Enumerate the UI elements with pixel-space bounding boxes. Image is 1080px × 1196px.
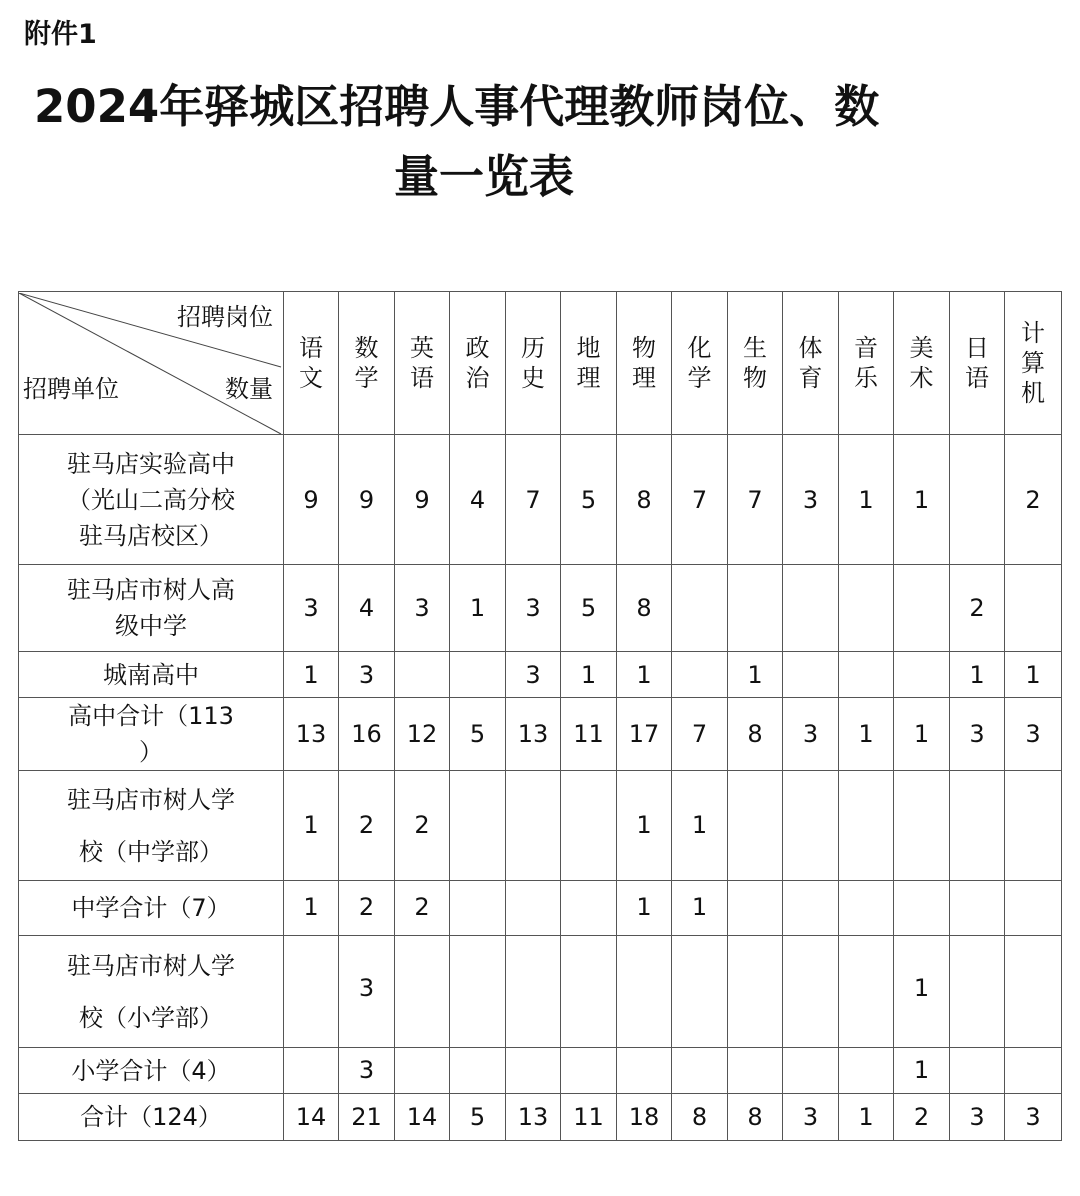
subject-header-char: 理 [632, 364, 656, 392]
subject-header-char: 生 [743, 334, 767, 362]
quantity-cell: 1 [561, 652, 617, 698]
quantity-cell [450, 1048, 506, 1094]
quantity-cell [1005, 881, 1062, 936]
quantity-cell: 2 [950, 565, 1005, 652]
page-title-line2: 量一览表 [394, 150, 575, 203]
quantity-cell [839, 1048, 894, 1094]
quantity-cell [894, 771, 950, 881]
unit-cell [19, 565, 284, 652]
quantity-cell [1005, 565, 1062, 652]
quantity-cell: 16 [339, 698, 395, 771]
quantity-cell: 3 [1005, 1094, 1062, 1141]
quantity-cell: 8 [617, 435, 672, 565]
quantity-cell [839, 771, 894, 881]
subject-header-char: 计 [1021, 319, 1045, 347]
subject-header-char: 学 [354, 364, 379, 392]
quantity-cell: 1 [617, 881, 672, 936]
quantity-cell: 9 [395, 435, 450, 565]
quantity-cell [728, 565, 783, 652]
quantity-cell [1005, 1048, 1062, 1094]
quantity-cell: 14 [395, 1094, 450, 1141]
quantity-cell [950, 435, 1005, 565]
quantity-cell: 3 [783, 698, 839, 771]
unit-cell [19, 881, 284, 936]
quantity-cell: 3 [783, 435, 839, 565]
quantity-cell [561, 881, 617, 936]
quantity-cell [672, 936, 728, 1048]
unit-name-line: 中学合计（7） [71, 894, 231, 922]
corner-quantity-label: 数量 [225, 374, 273, 403]
quantity-cell [450, 881, 506, 936]
quantity-cell: 1 [894, 1048, 950, 1094]
quantity-cell [894, 881, 950, 936]
subject-header-char: 育 [798, 364, 823, 392]
table-row [19, 936, 1062, 1048]
quantity-cell: 1 [1005, 652, 1062, 698]
quantity-cell [561, 936, 617, 1048]
subject-header-char: 物 [743, 364, 767, 392]
quantity-cell [894, 565, 950, 652]
subject-header-char: 英 [410, 334, 434, 362]
quantity-cell: 1 [617, 652, 672, 698]
subject-header-char: 美 [909, 334, 934, 362]
unit-name-line: 高中合计（113 [68, 702, 234, 730]
quantity-cell [672, 1048, 728, 1094]
quantity-cell [450, 652, 506, 698]
quantity-cell [1005, 771, 1062, 881]
quantity-cell: 1 [894, 435, 950, 565]
quantity-cell [284, 1048, 339, 1094]
quantity-cell: 3 [339, 652, 395, 698]
subject-header-char: 政 [465, 334, 490, 362]
subject-header-char: 语 [299, 334, 323, 362]
unit-name-line: 驻马店市树人学 [67, 785, 235, 814]
quantity-cell: 1 [839, 698, 894, 771]
quantity-cell: 3 [950, 698, 1005, 771]
quantity-cell: 8 [672, 1094, 728, 1141]
quantity-cell [561, 1048, 617, 1094]
quantity-cell [672, 565, 728, 652]
quantity-cell [506, 1048, 561, 1094]
table-row [19, 698, 1062, 771]
quantity-cell: 3 [950, 1094, 1005, 1141]
quantity-cell: 5 [450, 698, 506, 771]
unit-cell [19, 435, 284, 565]
unit-cell [19, 698, 284, 771]
subject-header-char: 算 [1021, 349, 1045, 377]
table-row [19, 1094, 1062, 1141]
subject-header [284, 292, 339, 435]
table-row [19, 435, 1062, 565]
quantity-cell: 3 [395, 565, 450, 652]
quantity-cell: 7 [506, 435, 561, 565]
unit-cell [19, 1048, 284, 1094]
corner-position-label: 招聘岗位 [177, 302, 273, 331]
subject-header-char: 物 [632, 334, 656, 362]
quantity-cell [839, 652, 894, 698]
subject-header-char: 日 [965, 334, 989, 362]
quantity-cell: 1 [728, 652, 783, 698]
unit-cell [19, 771, 284, 881]
subject-header-char: 地 [576, 334, 601, 362]
unit-cell [19, 1094, 284, 1141]
quantity-cell: 7 [672, 435, 728, 565]
quantity-cell: 18 [617, 1094, 672, 1141]
subject-header-char: 乐 [854, 364, 878, 392]
quantity-cell [450, 936, 506, 1048]
subject-header-char: 文 [299, 364, 323, 392]
quantity-cell: 1 [284, 881, 339, 936]
quantity-cell: 2 [395, 881, 450, 936]
quantity-cell: 3 [339, 936, 395, 1048]
subject-header [561, 292, 617, 435]
quantity-cell: 1 [450, 565, 506, 652]
subject-header-char: 音 [854, 334, 878, 362]
quantity-cell: 9 [339, 435, 395, 565]
unit-name-line: 级中学 [115, 612, 187, 640]
quantity-cell [783, 936, 839, 1048]
unit-name-line: 驻马店实验高中 [67, 449, 235, 478]
quantity-cell: 8 [617, 565, 672, 652]
quantity-cell: 1 [284, 771, 339, 881]
recruitment-table [18, 291, 1062, 1141]
quantity-cell: 4 [339, 565, 395, 652]
quantity-cell: 12 [395, 698, 450, 771]
unit-name-line: 驻马店校区） [79, 521, 223, 550]
quantity-cell: 7 [672, 698, 728, 771]
subject-header [450, 292, 506, 435]
quantity-cell: 1 [672, 881, 728, 936]
quantity-cell [728, 771, 783, 881]
subject-header-char: 数 [354, 334, 379, 362]
subject-header [1005, 292, 1062, 435]
quantity-cell: 21 [339, 1094, 395, 1141]
quantity-cell: 7 [728, 435, 783, 565]
quantity-cell: 2 [339, 771, 395, 881]
table-row [19, 652, 1062, 698]
unit-name-line: 城南高中 [103, 660, 199, 689]
quantity-cell: 11 [561, 698, 617, 771]
quantity-cell [617, 936, 672, 1048]
page-title: 2024年驿城区招聘人事代理教师岗位、数 [34, 80, 880, 133]
quantity-cell: 3 [506, 652, 561, 698]
quantity-cell: 1 [839, 435, 894, 565]
quantity-cell: 1 [284, 652, 339, 698]
quantity-cell [728, 1048, 783, 1094]
quantity-cell [783, 771, 839, 881]
unit-name-line: 校（中学部） [79, 837, 223, 866]
quantity-cell: 8 [728, 698, 783, 771]
header-row [19, 292, 1062, 435]
subject-header [339, 292, 395, 435]
quantity-cell: 13 [506, 1094, 561, 1141]
quantity-cell: 13 [284, 698, 339, 771]
quantity-cell: 17 [617, 698, 672, 771]
quantity-cell: 1 [617, 771, 672, 881]
quantity-cell [783, 565, 839, 652]
quantity-cell [839, 565, 894, 652]
quantity-cell [950, 881, 1005, 936]
quantity-cell [839, 936, 894, 1048]
corner-cell [19, 292, 284, 435]
unit-name-line: 合计（124） [80, 1103, 222, 1131]
quantity-cell: 1 [950, 652, 1005, 698]
quantity-cell: 3 [783, 1094, 839, 1141]
table-row [19, 565, 1062, 652]
subject-header [672, 292, 728, 435]
quantity-cell: 9 [284, 435, 339, 565]
quantity-cell: 3 [506, 565, 561, 652]
unit-cell [19, 652, 284, 698]
quantity-cell [506, 881, 561, 936]
quantity-cell: 14 [284, 1094, 339, 1141]
table-row [19, 771, 1062, 881]
unit-name-line: 小学合计（4） [71, 1056, 231, 1085]
quantity-cell: 1 [672, 771, 728, 881]
unit-cell [19, 936, 284, 1048]
subject-header [894, 292, 950, 435]
table-row [19, 881, 1062, 936]
quantity-cell: 5 [450, 1094, 506, 1141]
quantity-cell [839, 881, 894, 936]
quantity-cell [1005, 936, 1062, 1048]
quantity-cell [284, 936, 339, 1048]
unit-name-line: 驻马店市树人高 [67, 576, 235, 604]
quantity-cell [395, 652, 450, 698]
quantity-cell: 2 [1005, 435, 1062, 565]
subject-header-char: 理 [576, 364, 601, 392]
quantity-cell [506, 771, 561, 881]
quantity-cell [783, 881, 839, 936]
subject-header-char: 化 [687, 334, 712, 362]
quantity-cell [561, 771, 617, 881]
subject-header-char: 学 [687, 364, 712, 392]
subject-header [617, 292, 672, 435]
quantity-cell [950, 936, 1005, 1048]
quantity-cell [728, 936, 783, 1048]
quantity-cell: 4 [450, 435, 506, 565]
quantity-cell: 1 [839, 1094, 894, 1141]
quantity-cell: 2 [894, 1094, 950, 1141]
quantity-cell: 1 [894, 698, 950, 771]
subject-header-char: 治 [465, 364, 490, 392]
subject-header [728, 292, 783, 435]
quantity-cell [950, 1048, 1005, 1094]
subject-header [395, 292, 450, 435]
quantity-cell: 11 [561, 1094, 617, 1141]
unit-name-line: 驻马店市树人学 [67, 951, 235, 980]
quantity-cell [783, 1048, 839, 1094]
subject-header-char: 语 [410, 364, 434, 392]
quantity-cell: 3 [1005, 698, 1062, 771]
subject-header [839, 292, 894, 435]
attachment-label: 附件1 [24, 19, 97, 50]
unit-name-line: 校（小学部） [79, 1003, 223, 1032]
quantity-cell: 3 [339, 1048, 395, 1094]
quantity-cell [395, 1048, 450, 1094]
quantity-cell [672, 652, 728, 698]
subject-header-char: 体 [798, 334, 823, 362]
unit-name-line: （光山二高分校 [67, 485, 235, 514]
quantity-cell: 5 [561, 565, 617, 652]
subject-header-char: 语 [965, 364, 989, 392]
quantity-cell: 1 [894, 936, 950, 1048]
quantity-cell [728, 881, 783, 936]
quantity-cell [950, 771, 1005, 881]
quantity-cell [395, 936, 450, 1048]
subject-header-char: 术 [909, 364, 934, 392]
quantity-cell [617, 1048, 672, 1094]
subject-header [506, 292, 561, 435]
quantity-cell [783, 652, 839, 698]
quantity-cell [506, 936, 561, 1048]
unit-name-line: ） [139, 738, 163, 766]
quantity-cell [894, 652, 950, 698]
table-row [19, 1048, 1062, 1094]
quantity-cell: 8 [728, 1094, 783, 1141]
subject-header [783, 292, 839, 435]
subject-header-char: 史 [521, 364, 545, 392]
quantity-cell: 3 [284, 565, 339, 652]
quantity-cell: 2 [339, 881, 395, 936]
subject-header [950, 292, 1005, 435]
subject-header-char: 机 [1021, 379, 1045, 407]
subject-header-char: 历 [521, 334, 545, 362]
corner-unit-label: 招聘单位 [23, 374, 119, 403]
quantity-cell: 5 [561, 435, 617, 565]
quantity-cell: 13 [506, 698, 561, 771]
quantity-cell [450, 771, 506, 881]
quantity-cell: 2 [395, 771, 450, 881]
